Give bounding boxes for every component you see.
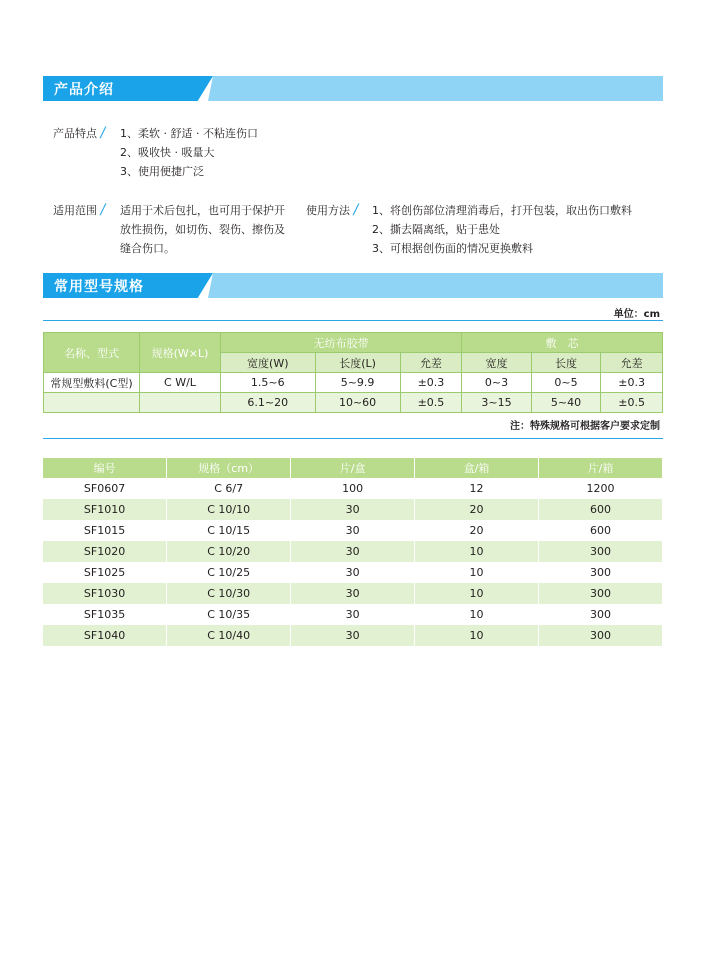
table-cell: 0~5 (531, 373, 600, 393)
table-cell: 10 (415, 583, 539, 604)
table-cell: 300 (538, 625, 662, 646)
feature-item: 1、柔软 · 舒适 · 不粘连伤口 (120, 127, 258, 140)
slash-divider-icon: / (353, 202, 359, 218)
table-cell: 600 (538, 520, 662, 541)
subheader-cell: 长度(L) (315, 353, 400, 373)
scope-line: 适用于术后包扎，也可用于保护开 (120, 204, 285, 217)
table-row (43, 583, 663, 604)
table-cell: 300 (538, 562, 662, 583)
features-label (53, 124, 105, 143)
table-cell: 0~3 (462, 373, 531, 393)
table-header-row (43, 458, 663, 478)
usage-label (306, 201, 358, 220)
table-cell: 30 (291, 562, 415, 583)
banner-light-bar (208, 76, 663, 101)
table-row (43, 499, 663, 520)
slash-divider-icon: / (100, 125, 106, 141)
table-cell: 6.1~20 (221, 393, 316, 413)
usage-item: 3、可根据创伤面的情况更换敷料 (372, 242, 533, 255)
table-row (43, 541, 663, 562)
table-row (43, 478, 663, 499)
spec-cell: C W/L (140, 373, 221, 393)
table-cell: C 6/7 (167, 478, 291, 499)
table-cell: 20 (415, 499, 539, 520)
header-name: 名称、型式 (44, 333, 140, 373)
table-cell: 3~15 (462, 393, 531, 413)
section-title-intro: 产品介绍 (54, 82, 114, 98)
table-cell: 100 (291, 478, 415, 499)
table-cell: ±0.3 (601, 373, 663, 393)
table-cell: ±0.3 (400, 373, 462, 393)
table-cell: 5~40 (531, 393, 600, 413)
usage-item: 2、撕去隔离纸，贴于患处 (372, 223, 500, 236)
subheader-cell: 宽度(W) (221, 353, 316, 373)
model-table (43, 458, 663, 646)
table-cell: C 10/30 (167, 583, 291, 604)
table-cell: 30 (291, 499, 415, 520)
column-header: 片/盒 (291, 458, 415, 478)
table-cell: 30 (291, 583, 415, 604)
subheader-cell: 允差 (400, 353, 462, 373)
column-header: 片/箱 (538, 458, 662, 478)
usage-item: 1、将创伤部位清理消毒后，打开包装，取出伤口敷料 (372, 204, 632, 217)
table-cell: 30 (291, 604, 415, 625)
table-cell: 10 (415, 541, 539, 562)
table-row (43, 520, 663, 541)
section-title-specs: 常用型号规格 (54, 279, 144, 295)
scope-label-text: 适用范围 (53, 204, 97, 217)
banner-light-bar (208, 273, 663, 298)
subheader-cell: 长度 (531, 353, 600, 373)
table-cell: 300 (538, 583, 662, 604)
scope-line: 缝合伤口。 (120, 242, 175, 255)
table-row (43, 625, 663, 646)
table-cell: 300 (538, 604, 662, 625)
table-cell: 10 (415, 604, 539, 625)
header-tape: 无纺布胶带 (221, 333, 462, 353)
table-cell: SF0607 (43, 478, 167, 499)
spec-table (43, 332, 663, 413)
table-row (43, 562, 663, 583)
table-cell-empty (44, 393, 140, 413)
table-row (44, 393, 663, 413)
table-row (43, 604, 663, 625)
usage-list (372, 201, 632, 258)
table-cell: C 10/25 (167, 562, 291, 583)
table-cell: ±0.5 (601, 393, 663, 413)
table-cell: C 10/20 (167, 541, 291, 562)
table-cell: SF1025 (43, 562, 167, 583)
section-banner-intro (43, 76, 663, 101)
table-cell: SF1035 (43, 604, 167, 625)
header-core: 敷 芯 (462, 333, 663, 353)
table-cell: SF1040 (43, 625, 167, 646)
features-list (120, 124, 258, 181)
subheader-cell: 宽度 (462, 353, 531, 373)
table-cell: 1.5~6 (221, 373, 316, 393)
header-spec: 规格(W×L) (140, 333, 221, 373)
table-cell: 30 (291, 541, 415, 562)
table-cell: 5~9.9 (315, 373, 400, 393)
features-label-text: 产品特点 (53, 127, 97, 140)
slash-divider-icon: / (100, 202, 106, 218)
table-cell: C 10/40 (167, 625, 291, 646)
table-cell: C 10/15 (167, 520, 291, 541)
table-cell-empty (140, 393, 221, 413)
table-cell: 10 (415, 562, 539, 583)
table-cell: 10~60 (315, 393, 400, 413)
usage-label-text: 使用方法 (306, 204, 350, 217)
column-header: 编号 (43, 458, 167, 478)
scope-label (53, 201, 105, 220)
table-cell: SF1010 (43, 499, 167, 520)
table-cell: SF1030 (43, 583, 167, 604)
table-cell: 20 (415, 520, 539, 541)
table-cell: 1200 (538, 478, 662, 499)
table-cell: 10 (415, 625, 539, 646)
table-cell: C 10/35 (167, 604, 291, 625)
subheader-cell: 允差 (601, 353, 663, 373)
table-cell: 600 (538, 499, 662, 520)
table-cell: ±0.5 (400, 393, 462, 413)
divider-line (43, 438, 663, 439)
table-cell: 300 (538, 541, 662, 562)
table-cell: 30 (291, 625, 415, 646)
table-cell: C 10/10 (167, 499, 291, 520)
table-cell: SF1015 (43, 520, 167, 541)
divider-line (43, 320, 663, 321)
table-cell: 30 (291, 520, 415, 541)
feature-item: 3、使用便捷广泛 (120, 165, 204, 178)
product-name-cell: 常规型敷料(C型) (44, 373, 140, 393)
unit-label: 单位：cm (613, 309, 660, 320)
table-cell: 12 (415, 478, 539, 499)
custom-note: 注：特殊规格可根据客户要求定制 (510, 421, 660, 432)
table-row (44, 373, 663, 393)
scope-text (120, 201, 285, 258)
section-banner-specs (43, 273, 663, 298)
feature-item: 2、吸收快 · 吸量大 (120, 146, 215, 159)
scope-line: 放性损伤，如切伤、裂伤、擦伤及 (120, 223, 285, 236)
table-cell: SF1020 (43, 541, 167, 562)
column-header: 盒/箱 (415, 458, 539, 478)
column-header: 规格（cm） (167, 458, 291, 478)
